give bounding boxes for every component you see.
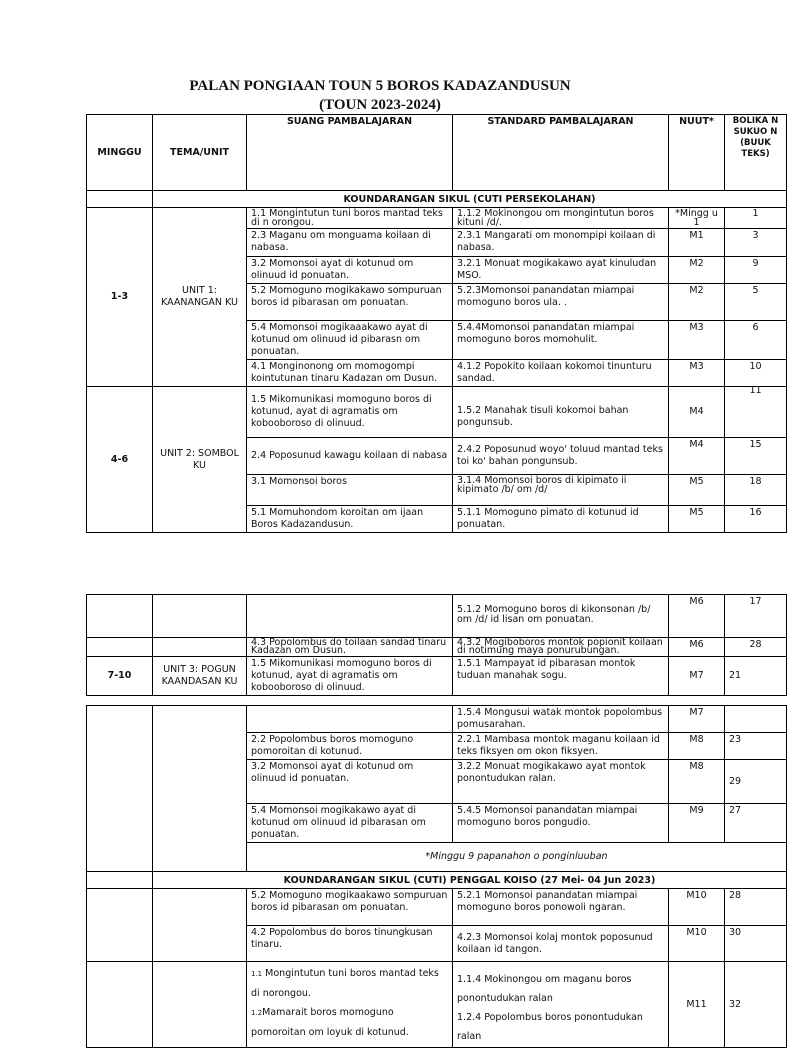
nuut-cell: M10: [669, 926, 725, 962]
nuut-cell: M8: [669, 733, 725, 760]
nuut-cell: M7: [669, 706, 725, 733]
standard-cell: 1.1.2 Mokinongou om mongintutun boros kituni /d/.: [453, 208, 669, 229]
standard-cell: 2.4.2 Poposunud woyo' toluud mantad teks toi ko' bahan pongunsub.: [453, 438, 669, 475]
suang-cell: [247, 962, 453, 1048]
item-number: 1.2: [251, 1009, 263, 1017]
nuut-cell: M10: [669, 889, 725, 926]
standard-cell: 5.1.2 Momoguno boros di kikonsonan /b/ om /d/ id lisan om ponuatan.: [453, 595, 669, 638]
nuut-cell: M9: [669, 804, 725, 843]
suang-cell: 1.1 Mongintutun tuni boros mantad teks di n orongou.: [247, 208, 453, 229]
page-cell: 17: [725, 595, 787, 638]
schedule-table-1: [86, 114, 787, 533]
standard-cell: 4.3.2 Mogiboboros montok popionit koilaan di notimung maya ponurubungan.: [453, 638, 669, 657]
standard-cell: 3.1.4 Momonsoi boros di kipimato ii kipimato /b/ om /d/: [453, 475, 669, 506]
suang-cell: 5.2 Momoguno mogikakawo sompuruan boros id pibarasan om ponuatan.: [247, 284, 453, 321]
suang-cell: 3.1 Momonsoi boros: [247, 475, 453, 506]
suang-cell: 5.4 Momonsoi mogikaaakawo ayat di kotunud om olinuud id pibarasn om ponuatan.: [247, 321, 453, 360]
nuut-cell: M3: [669, 360, 725, 387]
suang-cell: [247, 595, 453, 638]
suang-cell: 4.3 Popolombus do toilaan sandad tinaru Kadazan om Dusun.: [247, 638, 453, 657]
nuut-cell: M5: [669, 475, 725, 506]
standard-cell: [453, 962, 669, 1048]
page-cell: [725, 706, 787, 733]
header-tema: TEMA/UNIT: [153, 115, 247, 191]
page-cell: 29: [725, 760, 787, 804]
page-cell: 21: [725, 657, 787, 696]
nuut-cell: M1: [669, 229, 725, 257]
unit-cell: UNIT 3: POGUN KAANDASAN KU: [153, 657, 247, 696]
document-subtitle: (TOUN 2023-2024): [319, 97, 441, 113]
unit-cell: UNIT 1: KAANANGAN KU: [153, 208, 247, 387]
standard-cell: 5.1.1 Momoguno pimato di kotunud id ponuatan.: [453, 506, 669, 533]
minggu-cell: 7-10: [87, 657, 153, 696]
page-cell: 5: [725, 284, 787, 321]
section-holiday-2: KOUNDARANGAN SIKUL (CUTI) PENGGAL KOISO (27 Mei- 04 Jun 2023): [153, 872, 787, 889]
suang-cell: 1.5 Mikomunikasi momoguno boros di kotunud, ayat di agramatis om kobooboroso di olinuud.: [247, 387, 453, 438]
nuut-cell: *Mingg u 1: [669, 208, 725, 229]
schedule-table-2: [86, 594, 787, 696]
page-cell: 23: [725, 733, 787, 760]
standard-cell: 5.2.1 Momonsoi panandatan miampai momoguno boros ponowoli ngaran.: [453, 889, 669, 926]
suang-cell: 1.5 Mikomunikasi momoguno boros di kotunud, ayat di agramatis om kobooboroso di olinuud.: [247, 657, 453, 696]
unit-cell: UNIT 2: SOMBOL KU: [153, 387, 247, 533]
page-cell: 32: [725, 962, 787, 1048]
minggu-cell: 1-3: [87, 208, 153, 387]
nuut-cell: M7: [669, 657, 725, 696]
standard-cell: 5.4.5 Momonsoi panandatan miampai momoguno boros pongudio.: [453, 804, 669, 843]
header-suang: SUANG PAMBALAJARAN: [247, 115, 453, 191]
suang-cell: 5.1 Momuhondom koroitan om ijaan Boros Kadazandusun.: [247, 506, 453, 533]
page-cell: 28: [725, 889, 787, 926]
standard-cell: 1.5.1 Mampayat id pibarasan montok tuduan manahak sogu.: [453, 657, 669, 696]
suang-cell: [247, 706, 453, 733]
standard-cell: 3.2.1 Monuat mogikakawo ayat kinuludan MSO.: [453, 257, 669, 284]
standard-text: 1.1.4 Mokinongou om maganu boros ponontudukan ralan: [457, 974, 632, 1004]
standard-cell: 1.5.2 Manahak tisuli kokomoi bahan pongunsub.: [453, 387, 669, 438]
page-cell: 9: [725, 257, 787, 284]
minggu-cell: 4-6: [87, 387, 153, 533]
nuut-cell: M2: [669, 284, 725, 321]
suang-cell: 5.4 Momonsoi mogikakawo ayat di kotunud om olinuud id pibarasan om ponuatan.: [247, 804, 453, 843]
nuut-cell: M8: [669, 760, 725, 804]
standard-cell: 2.2.1 Mambasa montok maganu koilaan id teks fiksyen om okon fiksyen.: [453, 733, 669, 760]
item-number: 1.1: [251, 970, 263, 978]
nuut-cell: M6: [669, 595, 725, 638]
suang-cell: 2.4 Poposunud kawagu koilaan di nabasa: [247, 438, 453, 475]
page-cell: 1: [725, 208, 787, 229]
header-minggu: MINGGU: [87, 115, 153, 191]
suang-text: Mamarait boros momoguno pomoroitan om loyuk di kotunud.: [251, 1007, 409, 1038]
page-cell: 27: [725, 804, 787, 843]
standard-cell: 1.5.4 Mongusui watak montok popolombus pomusarahan.: [453, 706, 669, 733]
nuut-cell: M3: [669, 321, 725, 360]
standard-cell: 4.2.3 Momonsoi kolaj montok poposunud koilaan id tangon.: [453, 926, 669, 962]
suang-text: Mongintutun tuni boros mantad teks di norongou.: [251, 968, 439, 999]
suang-cell: 4.2 Popolombus do boros tinungkusan tinaru.: [247, 926, 453, 962]
page-cell: 6: [725, 321, 787, 360]
page-cell: 18: [725, 475, 787, 506]
suang-cell: 3.2 Momonsoi ayat di kotunud om olinuud id ponuatan.: [247, 760, 453, 804]
page-cell: 3: [725, 229, 787, 257]
standard-cell: 2.3.1 Mangarati om monompipi koilaan di nabasa.: [453, 229, 669, 257]
suang-cell: 2.3 Maganu om monguama koilaan di nabasa.: [247, 229, 453, 257]
suang-cell: 3.2 Momonsoi ayat di kotunud om olinuud id ponuatan.: [247, 257, 453, 284]
nuut-cell: M6: [669, 638, 725, 657]
suang-cell: 2.2 Popolombus boros momoguno pomoroitan di kotunud.: [247, 733, 453, 760]
page-cell: 11: [725, 387, 787, 438]
suang-cell: 5.2 Momoguno mogikaakawo sompuruan boros id pibarasan om ponuatan.: [247, 889, 453, 926]
header-bolikan: BOLIKA N SUKUO N (BUUK TEKS): [725, 115, 787, 191]
header-standard: STANDARD PAMBALAJARAN: [453, 115, 669, 191]
standard-text: 1.2.4 Popolombus boros ponontudukan ralan: [457, 1012, 643, 1042]
suang-cell: 4.1 Monginonong om momogompi kointutunan tinaru Kadazan om Dusun.: [247, 360, 453, 387]
nuut-cell: M4: [669, 387, 725, 438]
page-cell: 10: [725, 360, 787, 387]
nuut-cell: M4: [669, 438, 725, 475]
page-cell: 16: [725, 506, 787, 533]
page-cell: 15: [725, 438, 787, 475]
page-cell: 28: [725, 638, 787, 657]
nuut-cell: M11: [669, 962, 725, 1048]
week-note: *Minggu 9 papanahon o ponginluuban: [247, 843, 787, 872]
standard-cell: 5.2.3Momonsoi panandatan miampai momoguno boros ula. .: [453, 284, 669, 321]
document-title: PALAN PONGIAAN TOUN 5 BOROS KADAZANDUSUN: [189, 78, 571, 94]
section-holiday: KOUNDARANGAN SIKUL (CUTI PERSEKOLAHAN): [153, 191, 787, 208]
header-nuut: NUUT*: [669, 115, 725, 191]
standard-cell: 4.1.2 Popokito koilaan kokomoi tinunturu sandad.: [453, 360, 669, 387]
standard-cell: 3.2.2 Monuat mogikakawo ayat montok ponontudukan ralan.: [453, 760, 669, 804]
standard-cell: 5.4.4Momonsoi panandatan miampai momoguno boros momohulit.: [453, 321, 669, 360]
schedule-table-3: [86, 705, 787, 1048]
nuut-cell: M2: [669, 257, 725, 284]
page-cell: 30: [725, 926, 787, 962]
nuut-cell: M5: [669, 506, 725, 533]
